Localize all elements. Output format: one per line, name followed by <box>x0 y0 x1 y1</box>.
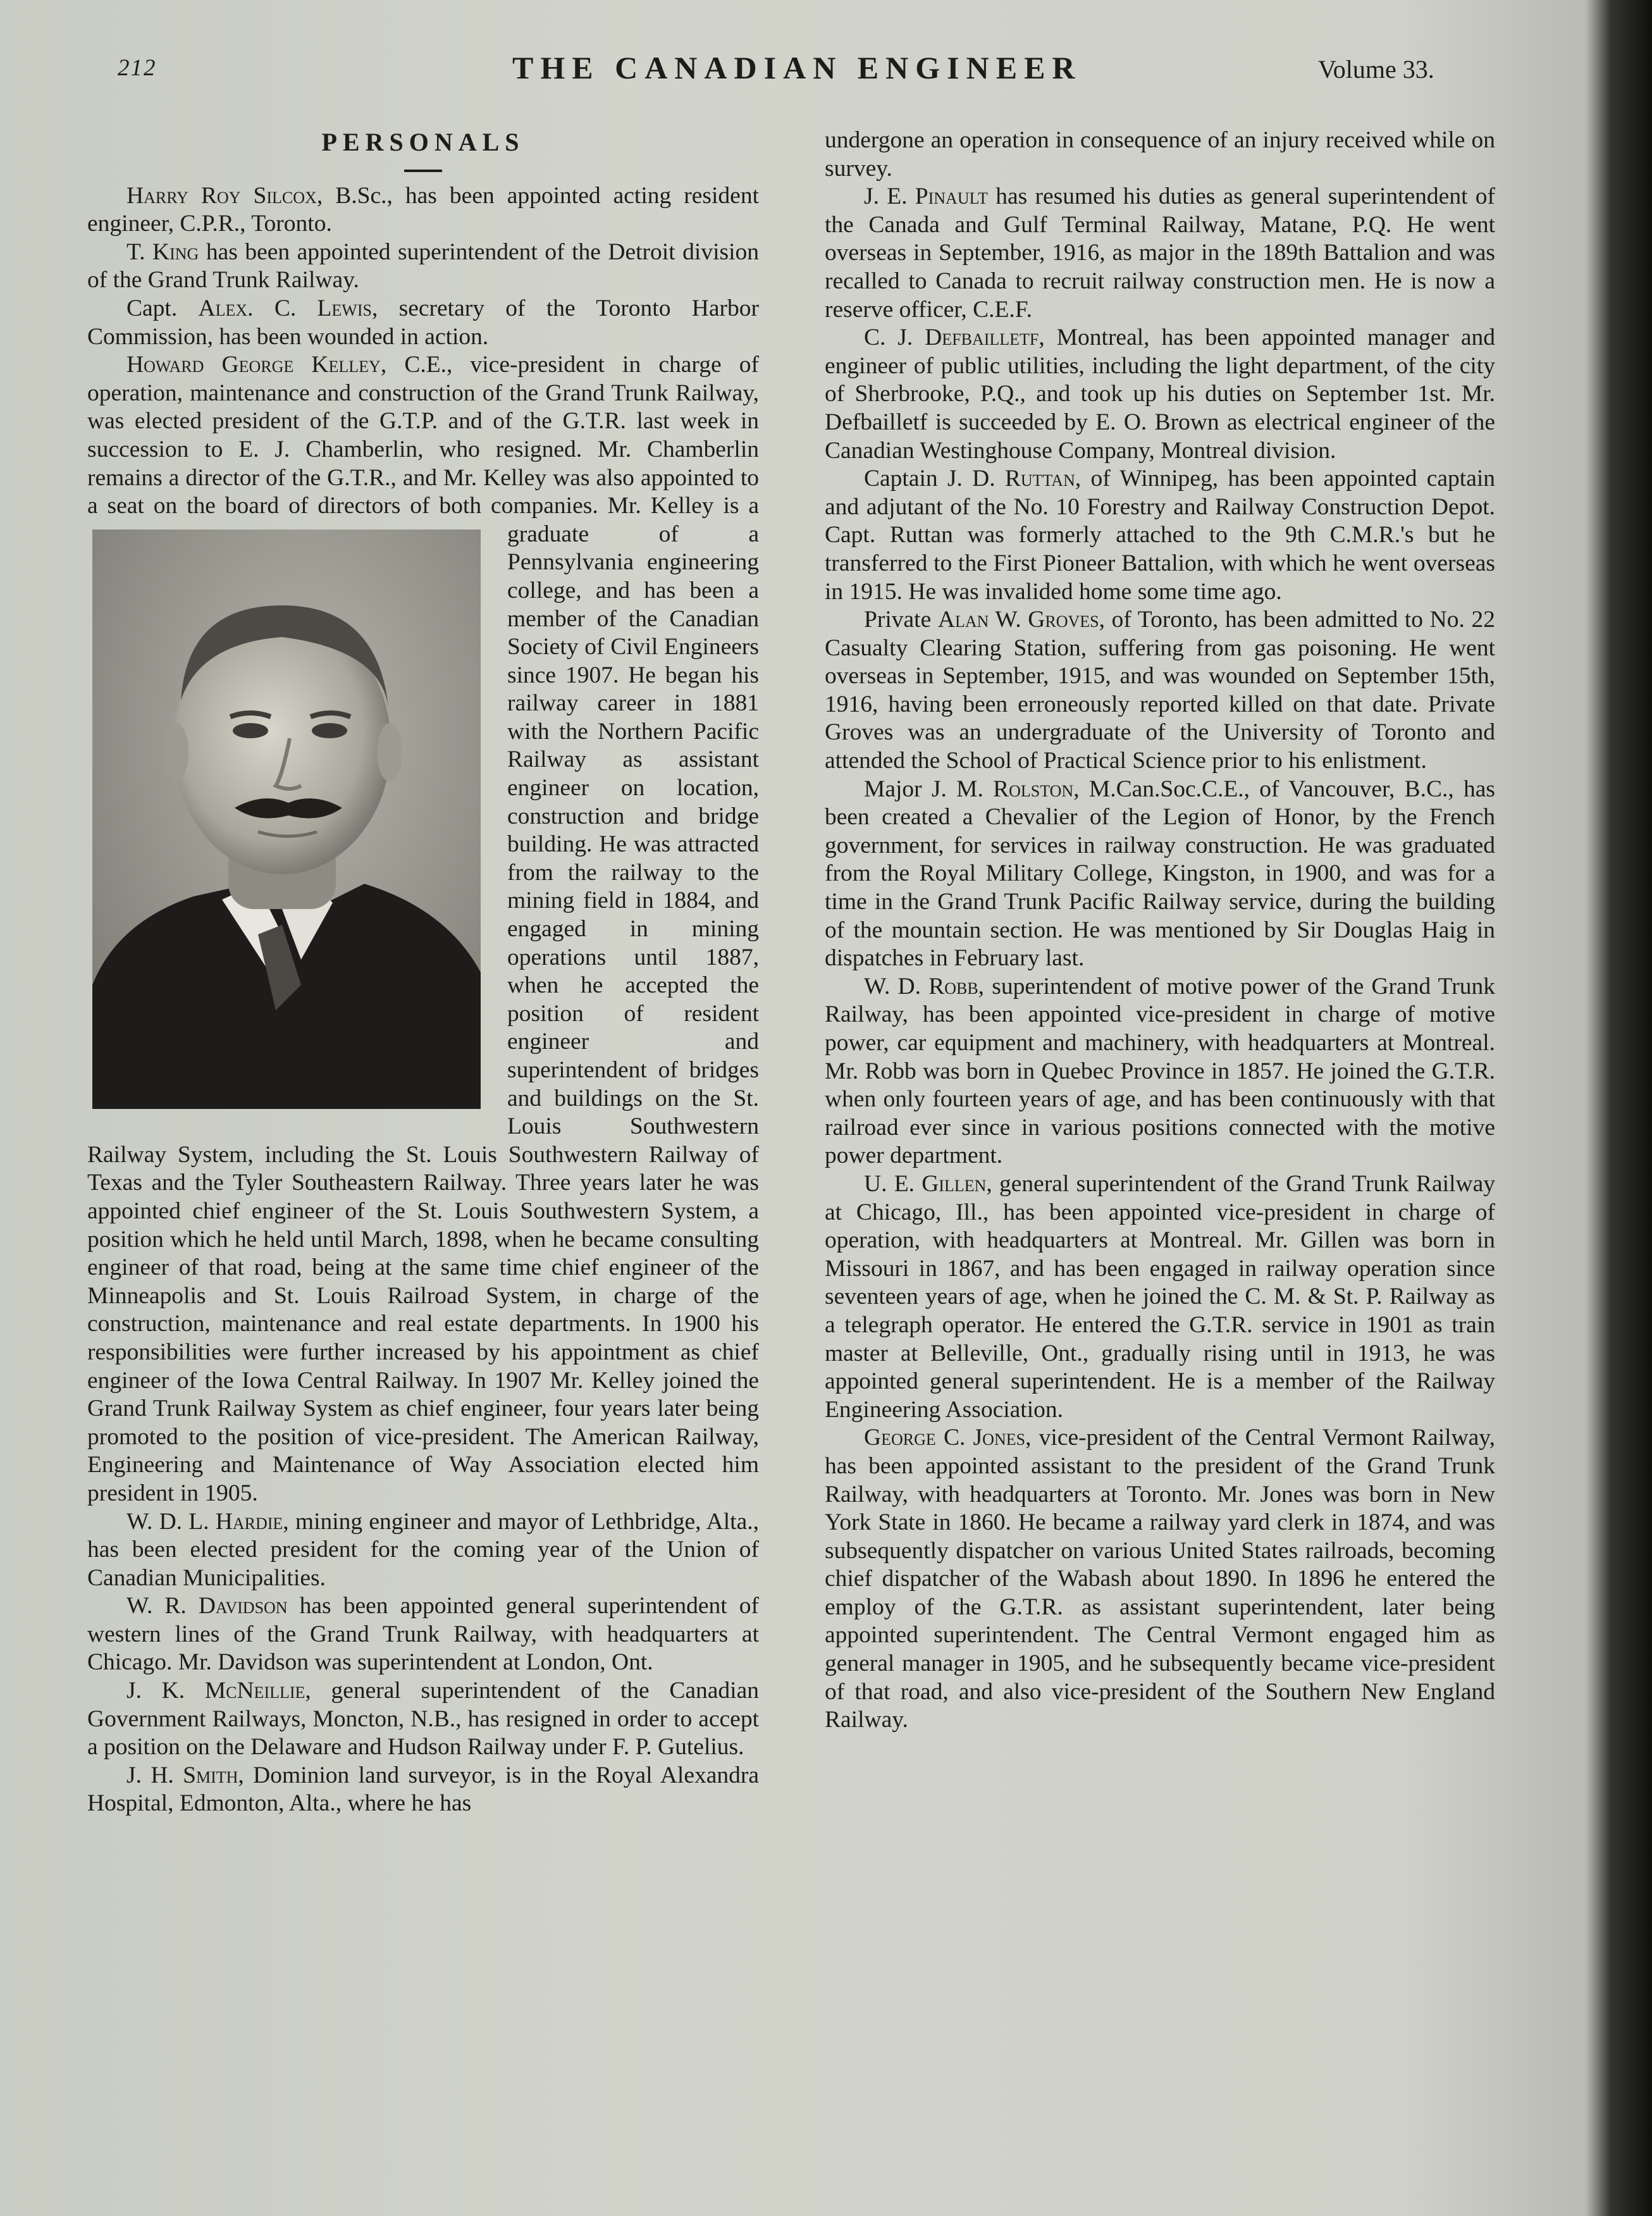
entry-text: , of Toronto, has been admitted to No. 22 Casualty Clearing Station, suffering from gas poisoning. He went overseas in September, 1915, and was wounded on September 15th, 1916, having been erroneously reported killed on that date. Private Groves was an undergraduate of the University of Toronto and attended the School of Practical Science prior to his enlistment. <box>825 607 1496 774</box>
person-name: J. K. McNeillie <box>126 1678 305 1704</box>
person-name: Howard George Kelley <box>126 352 381 378</box>
person-name: C. J. Defbailletf <box>864 325 1039 351</box>
title-rule <box>404 170 442 172</box>
volume-label: Volume 33. <box>1318 55 1434 84</box>
personal-entry <box>825 1424 1495 1735</box>
entry-text-part-a: , C.E., vice-president in charge of operation, maintenance and construction of the Grand Trunk Railway, was elected president of the G.T.P. and of the G.T.R. last week in succession to E. J. Chamberlin, who resigned. Mr. Chamberlin remains a director of the G.T.R., and Mr. Kelley was also appointed to a seat on the board of directors of both companies. <box>87 352 759 519</box>
journal-title: THE CANADIAN ENGINEER <box>512 50 1082 85</box>
personal-entry <box>825 606 1495 776</box>
entry-text: , secretary of the Toronto Harbor Commission, has been wounded in action. <box>87 295 759 350</box>
person-name: J. M. Rolston <box>931 776 1074 802</box>
personal-entry <box>825 973 1495 1170</box>
personal-entry <box>825 183 1495 324</box>
section-title: PERSONALS <box>321 128 525 156</box>
personal-entry <box>87 182 759 238</box>
entry-text: , general superintendent of the Canadian Government Railways, Moncton, N.B., has resigned in order to accept a position on the Delaware and Hudson Railway under F. P. Gutelius. <box>87 1678 759 1761</box>
entry-prefix: Major <box>864 776 932 802</box>
portrait-illustration <box>92 529 481 1109</box>
personal-entry <box>825 465 1495 606</box>
entry-text: has been appointed general superintendent of western lines of the Grand Trunk Railway, with headquarters at Chicago. Mr. Davidson was superintendent at London, Ont. <box>87 1593 760 1676</box>
entry-text: , M.Can.Soc.C.E., of Vancouver, B.C., has been created a Chevalier of the Legion of Honor, by the French government, for services in railway construction. He was graduated from the Royal Military College, Kingston, in 1900, and was for a time in the Grand Trunk Pacific Railway service, during the building of the mountain section. He was mentioned by Sir Douglas Haig in dispatches in February last. <box>825 776 1495 972</box>
entry-text: , vice-president of the Central Vermont Railway, has been appointed assistant to the president of the Grand Trunk Railway, with headquarters at Toronto. Mr. Jones was born in New York State in 1860. He became a railway yard clerk in 1874, and was subsequently dispatcher on various United States railroads, becoming chief dispatcher of the Wabash about 1890. In 1896 he entered the employ of the G.T.R. as assistant superintendent, later being appointed superintendent. The Central Vermont engaged him as general manager in 1905, and he subsequently became vice-president of that road, and also vice-president of the Southern New England Railway. <box>825 1425 1495 1733</box>
person-name: Harry Roy Silcox <box>126 182 317 209</box>
entry-text: , of Winnipeg, has been appointed captain and adjutant of the No. 10 Forestry and Railway Construction Depot. Capt. Ruttan was formerly attached to the 9th C.M.R.'s but he transferred to the First Pioneer Battalion, with which he went overseas in 1915. He was invalided home some time ago. <box>825 466 1496 605</box>
person-name: J. D. Ruttan <box>947 466 1075 492</box>
personal-entry <box>87 1677 759 1762</box>
personal-entry <box>87 1508 759 1593</box>
entry-text: has been appointed superintendent of the Detroit division of the Grand Trunk Railway. <box>87 238 759 294</box>
person-name: J. H. Smith <box>126 1762 238 1788</box>
entry-text: , mining engineer and mayor of Lethbridge, Alta., has been elected president for the coming year of the Union of Canadian Municipalities. <box>87 1508 759 1591</box>
left-column <box>87 127 759 1818</box>
kelley-portrait-photo <box>92 529 481 1109</box>
personal-entry <box>87 1762 759 1818</box>
person-name: T. King <box>126 238 199 265</box>
personal-entry <box>87 351 759 1507</box>
personal-entry <box>87 238 759 295</box>
entry-prefix: Private <box>864 607 938 633</box>
continued-entry: undergone an operation in consequence of an injury received while on survey. <box>825 127 1495 182</box>
entry-text: , Dominion land surveyor, is in the Royal Alexandra Hospital, Edmonton, Alta., where he has <box>87 1762 759 1817</box>
personal-entry <box>825 776 1495 973</box>
person-name: J. E. Pinault <box>864 183 988 210</box>
entry-text: , superintendent of motive power of the Grand Trunk Railway, has been appointed vice-president in charge of motive power, car equipment and machinery, with headquarters at Montreal. Mr. Robb was born in Quebec Province in 1857. He joined the G.T.R. when only fourteen years of age, and has been continuously with that railroad ever since in various positions connected with the motive power department. <box>825 973 1495 1169</box>
person-name: W. D. L. Hardie <box>126 1508 283 1535</box>
entry-text: , general superintendent of the Grand Trunk Railway at Chicago, Ill., has been appointed vice-president in charge of operation, with headquarters at Montreal. Mr. Gillen was born in Missouri in 1867, and has been engaged in railway operation since seventeen years of age, when he joined the C. M. & St. P. Railway as a telegraph operator. He entered the G.T.R. service in 1901 as train master at Belleville, Ont., gradually rising until in 1913, he was appointed general superintendent. He is a member of the Railway Engineering Association. <box>825 1170 1495 1423</box>
entry-prefix: Captain <box>864 466 947 492</box>
personal-entry <box>825 324 1495 465</box>
personal-entry <box>825 1170 1495 1424</box>
entry-text-part-b: Mr. Kelley is a graduate of a Pennsylvania engineering college, and has been a member of the Canadian Society of Civil Engineers since 1907. He began his railway career in 1881 with the Northern Pacific Railway as assistant engineer on location, construction and bridge building. He was attracted from the railway to the mining field in 1884, and engaged in mining operations until 1887, when he accepted the position of resident engineer and superintendent of bridges and buildings on the St. Louis Southwestern Railway System, including the St. Louis Southwestern Railway of Texas and the Tyler Southeastern Railway. Three years later he was appointed chief engineer of the St. Louis Southwestern System, a position which he held until March, 1898, when he became consulting engineer of that road, being at the same time chief engineer of the Minneapolis and St. Louis Railroad System, in charge of the construction, maintenance and real estate departments. In 1900 his responsibilities were further increased by his appointment as chief engineer of the Iowa Central Railway. In 1907 Mr. Kelley joined the Grand Trunk Railway System as chief engineer, four years later being promoted to the position of vice-president. The American Railway, Engineering and Maintenance of Way Association elected him president in 1905. <box>87 493 759 1506</box>
entry-text: has resumed his duties as general superintendent of the Canada and Gulf Terminal Railway, Matane, P.Q. He went overseas in September, 1916, as major in the 189th Battalion and was recalled to Canada to recruit railway construction men. He is now a reserve officer, C.E.F. <box>825 183 1495 323</box>
person-name: U. E. Gillen <box>864 1170 987 1197</box>
person-name: W. R. Davidson <box>126 1593 288 1619</box>
person-name: Alan W. Groves <box>937 607 1099 633</box>
entry-prefix: Capt. <box>126 295 199 321</box>
entry-text: , B.Sc., has been appointed acting resident engineer, C.P.R., Toronto. <box>87 182 759 237</box>
personal-entry <box>87 1592 759 1677</box>
page-number: 212 <box>118 55 157 81</box>
entry-text: , Montreal, has been appointed manager and engineer of public utilities, including the light department, of the city of Sherbrooke, P.Q., and took up his duties on September 1st. Mr. Defbailletf is succeeded by E. O. Brown as electrical engineer of the Canadian Westinghouse Company, Montreal division. <box>825 325 1496 464</box>
person-name: Alex. C. Lewis <box>198 295 372 321</box>
person-name: George C. Jones <box>864 1425 1026 1451</box>
person-name: W. D. Robb <box>864 973 978 1000</box>
right-column <box>825 127 1495 1735</box>
personal-entry <box>87 295 759 351</box>
